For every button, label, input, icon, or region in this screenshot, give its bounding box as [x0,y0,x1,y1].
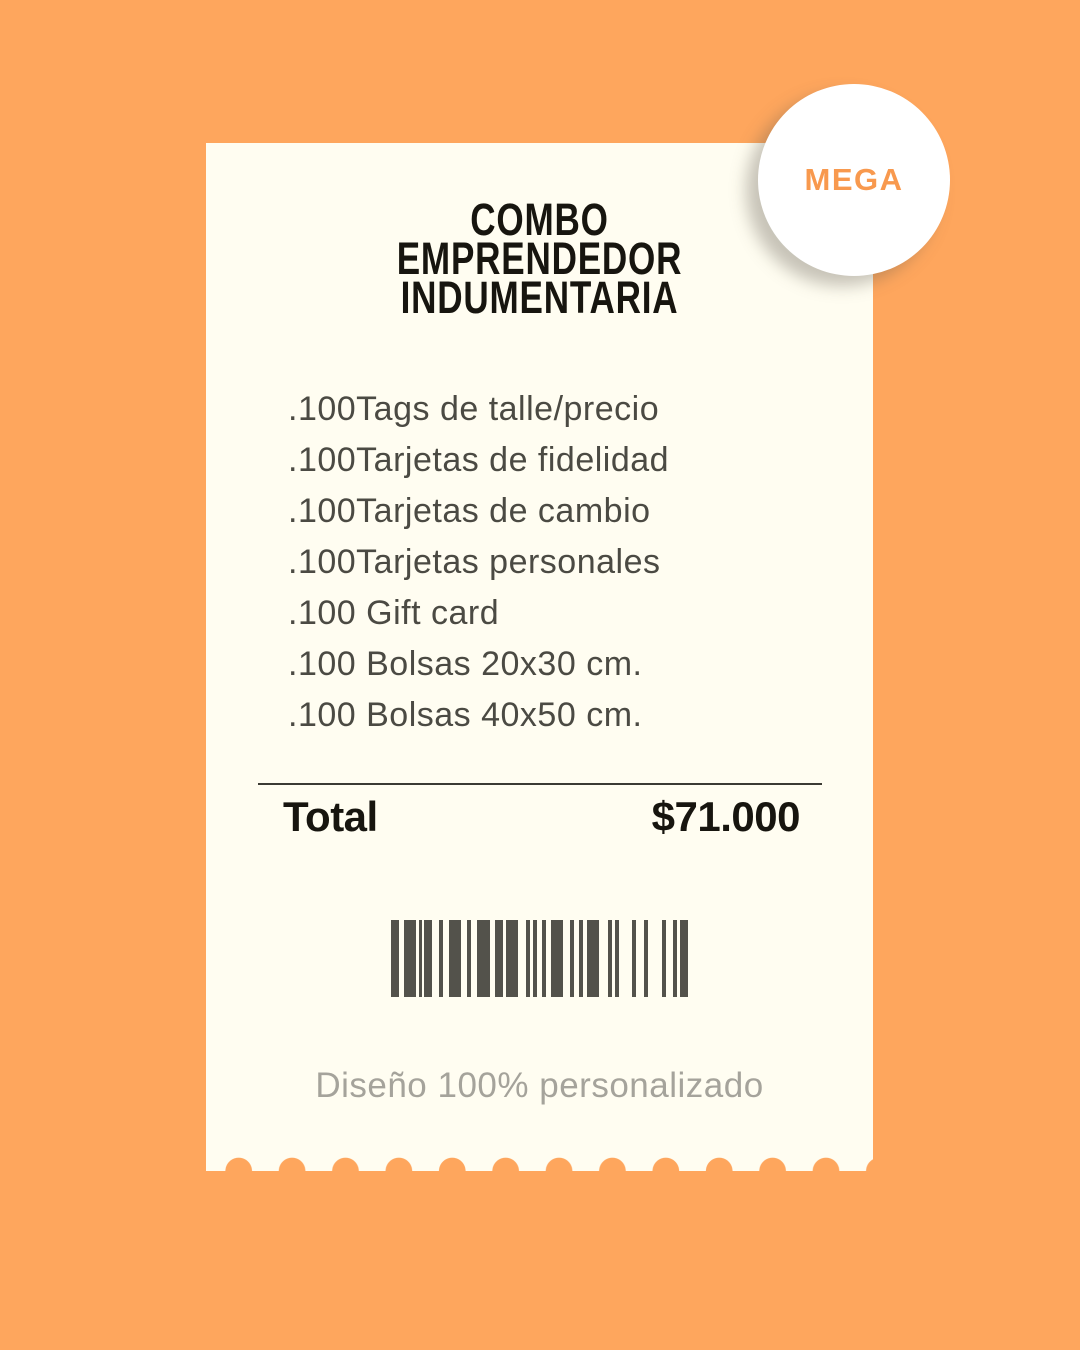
title-line-1: COMBO [470,194,609,245]
total-amount: $71.000 [651,793,800,840]
title-line-2: EMPRENDEDOR [396,233,683,284]
receipt-item: .100 Bolsas 20x30 cm. [288,645,643,683]
barcode-bar [404,920,416,997]
barcode-bar [587,920,599,997]
receipt-card [206,143,873,1171]
mega-badge [758,84,950,276]
barcode-gap [599,920,608,997]
barcode-gap [648,920,662,997]
receipt-item-list [288,384,843,741]
receipt-item: .100 Gift card [288,594,500,632]
receipt-paper [206,143,873,1157]
receipt-item: .100Tarjetas personales [288,543,661,581]
barcode-bar [495,920,503,997]
barcode-bar [680,920,688,997]
receipt-item: .100Tarjetas de fidelidad [288,441,670,479]
total-row [283,793,800,841]
receipt-torn-edge [206,1157,873,1171]
barcode-gap [563,920,570,997]
barcode-bar [477,920,490,997]
barcode-bar [506,920,518,997]
barcode-gap [619,920,632,997]
receipt-item: .100Tarjetas de cambio [288,492,651,530]
title-line-3: INDUMENTARIA [400,272,679,323]
receipt-item: .100 Bolsas 40x50 cm. [288,696,643,734]
barcode-bar [424,920,432,997]
footnote-text: Diseño 100% personalizado [315,1066,764,1105]
barcode-gap [636,920,644,997]
mega-badge-label: MEGA [804,162,904,197]
barcode-bar [449,920,461,997]
barcode-gap [666,920,673,997]
receipt-title [279,194,799,323]
receipt-item: .100Tags de talle/precio [288,390,660,428]
total-label: Total [283,793,378,840]
barcode-gap [432,920,439,997]
barcode-gap [518,920,526,997]
barcode-bar [391,920,399,997]
barcode-bar [551,920,563,997]
divider-line [258,783,822,785]
barcode [391,920,688,997]
